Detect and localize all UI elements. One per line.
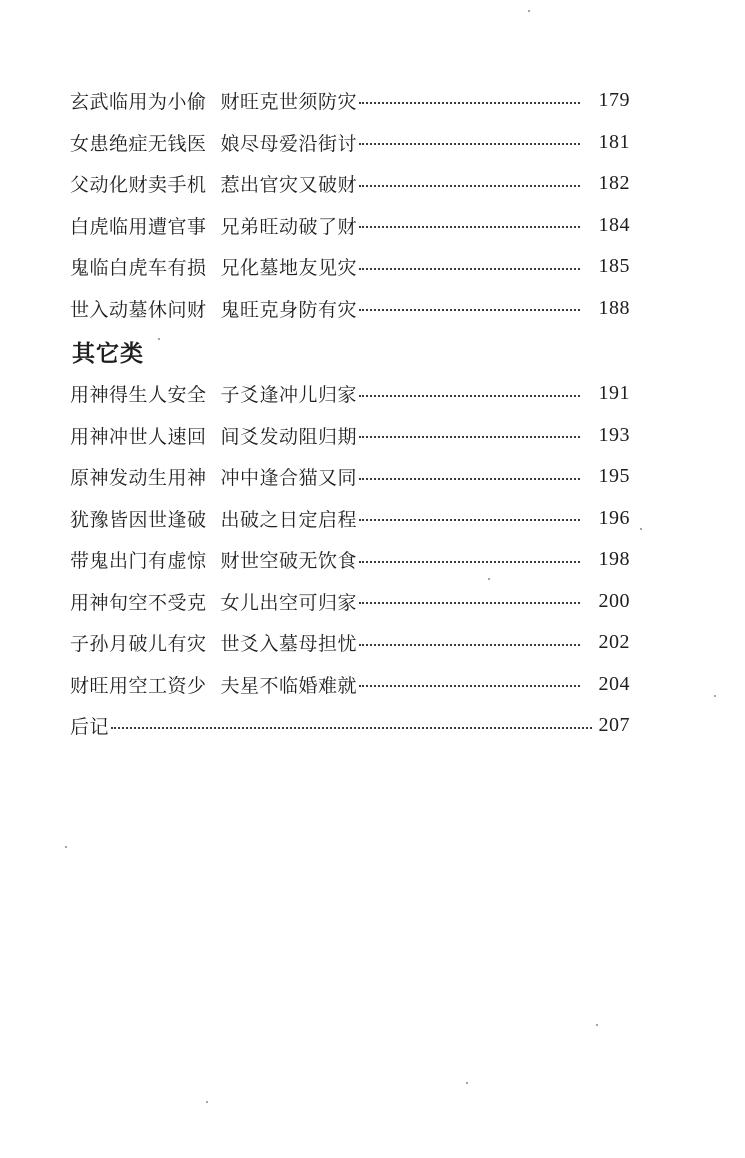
page-number: 207 — [598, 714, 630, 737]
entry-title-part1: 子孙月破儿有灾 — [70, 633, 207, 656]
entry-title-part1: 用神冲世人速回 — [70, 425, 207, 448]
dot-leader — [359, 644, 580, 646]
toc-entry[interactable] — [70, 581, 630, 623]
section-heading: 其它类 — [72, 340, 144, 367]
entry-title-part1: 原神发动生用神 — [70, 467, 207, 490]
entry-title — [70, 505, 357, 532]
toc-entry[interactable] — [70, 373, 630, 415]
page-number: 200 — [598, 589, 630, 612]
toc-entry[interactable] — [70, 415, 630, 457]
entry-title-part1: 玄武临用为小偷 — [70, 91, 207, 114]
entry-title-part2: 女儿出空可归家 — [220, 591, 358, 614]
page-number: 182 — [598, 172, 630, 195]
entry-title-part1: 世入动墓休问财 — [70, 298, 207, 321]
entry-title-part1: 用神旬空不受克 — [70, 591, 207, 614]
toc-entry[interactable] — [70, 246, 630, 288]
page-number: 181 — [598, 130, 630, 153]
entry-title — [70, 671, 357, 698]
entry-title-part1: 父动化财卖手机 — [70, 174, 207, 197]
toc-entry[interactable] — [70, 622, 630, 664]
entry-title-part2: 冲中逢合猫又同 — [220, 467, 358, 490]
scan-speck — [528, 10, 530, 12]
entry-title-part2: 兄化墓地友见灾 — [220, 257, 358, 280]
page-number: 191 — [598, 382, 630, 405]
page-number: 195 — [598, 465, 630, 488]
toc-entry[interactable] — [70, 539, 630, 581]
entry-title-part2: 间爻发动阻归期 — [220, 425, 358, 448]
entry-title-part1: 鬼临白虎车有损 — [70, 257, 207, 280]
page-number: 179 — [598, 89, 630, 112]
scan-speck — [596, 1024, 598, 1026]
dot-leader — [111, 727, 592, 729]
page-number: 184 — [598, 213, 630, 236]
dot-leader — [359, 143, 580, 145]
entry-title-part1: 带鬼出门有虚惊 — [70, 550, 207, 573]
page-number: 196 — [598, 506, 630, 529]
entry-title — [70, 212, 357, 239]
entry-title-part2: 夫星不临婚难就 — [220, 674, 358, 697]
toc-entry[interactable] — [70, 80, 630, 122]
dot-leader — [359, 519, 580, 521]
page-number: 193 — [598, 423, 630, 446]
page-number: 188 — [598, 296, 630, 319]
dot-leader — [359, 226, 580, 228]
entry-title-part2: 出破之日定启程 — [220, 508, 358, 531]
page-number: 185 — [598, 255, 630, 278]
afterword-label: 后记 — [70, 716, 110, 739]
toc-entry-afterword[interactable] — [70, 705, 630, 747]
dot-leader — [359, 561, 580, 563]
toc-entry[interactable] — [70, 456, 630, 498]
dot-leader — [359, 602, 580, 604]
entry-title-part2: 子爻逢冲儿归家 — [220, 384, 358, 407]
scan-speck — [488, 578, 490, 580]
scan-speck — [158, 338, 160, 340]
page-number: 198 — [598, 548, 630, 571]
entry-title — [70, 170, 357, 197]
entry-title-part1: 犹豫皆因世逢破 — [70, 508, 207, 531]
toc-entry[interactable] — [70, 498, 630, 540]
entry-title — [70, 463, 357, 490]
entry-title — [70, 588, 357, 615]
scan-speck — [640, 528, 642, 530]
entry-title — [70, 129, 357, 156]
entry-title-part2: 鬼旺克身防有灾 — [220, 298, 358, 321]
dot-leader — [359, 185, 580, 187]
entry-title — [70, 629, 357, 656]
entry-title-part2: 惹出官灾又破财 — [220, 174, 358, 197]
entry-title — [70, 295, 357, 322]
entry-title-part1: 白虎临用遭官事 — [70, 215, 207, 238]
entry-title — [70, 380, 357, 407]
scan-speck — [714, 695, 716, 697]
entry-title-part2: 娘尽母爱沿街讨 — [220, 132, 358, 155]
scan-speck — [206, 1101, 208, 1103]
dot-leader — [359, 102, 580, 104]
dot-leader — [359, 685, 580, 687]
toc-entry[interactable] — [70, 288, 630, 330]
entry-title-part2: 世爻入墓母担忧 — [220, 633, 358, 656]
entry-title-part2: 财世空破无饮食 — [220, 550, 358, 573]
table-of-contents — [70, 80, 630, 747]
entry-title — [70, 87, 357, 114]
toc-entry[interactable] — [70, 163, 630, 205]
dot-leader — [359, 268, 580, 270]
scan-speck — [65, 846, 67, 848]
toc-entry[interactable] — [70, 122, 630, 164]
entry-title-part1: 财旺用空工资少 — [70, 674, 207, 697]
dot-leader — [359, 478, 580, 480]
dot-leader — [359, 395, 580, 397]
page-number: 204 — [598, 672, 630, 695]
toc-entry[interactable] — [70, 205, 630, 247]
page-number: 202 — [598, 631, 630, 654]
entry-title-part1: 女患绝症无钱医 — [70, 132, 207, 155]
entry-title-part1: 用神得生人安全 — [70, 384, 207, 407]
scan-speck — [466, 1082, 468, 1084]
entry-title-part2: 财旺克世须防灾 — [220, 91, 358, 114]
toc-entry[interactable] — [70, 664, 630, 706]
entry-title — [70, 422, 357, 449]
dot-leader — [359, 436, 580, 438]
entry-title-part2: 兄弟旺动破了财 — [220, 215, 358, 238]
entry-title — [70, 546, 357, 573]
dot-leader — [359, 309, 580, 311]
entry-title — [70, 253, 357, 280]
